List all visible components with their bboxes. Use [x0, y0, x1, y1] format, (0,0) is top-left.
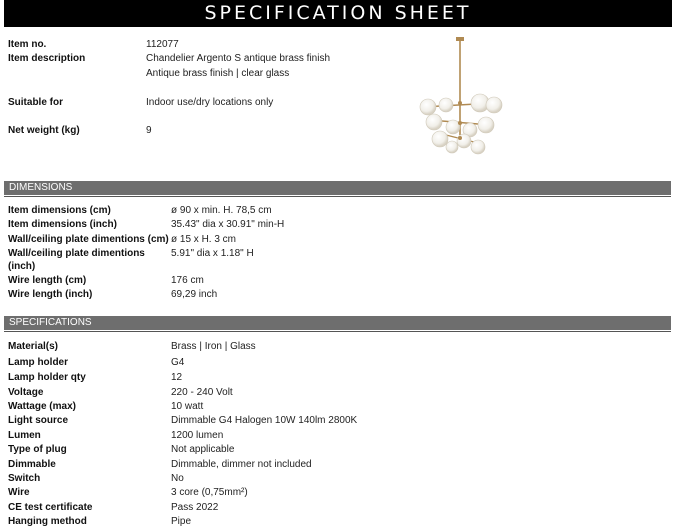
dimensions-divider — [4, 196, 671, 197]
spec-label-6: Lumen — [8, 430, 41, 441]
spec-label-8: Dimmable — [8, 459, 56, 470]
item-description-label: Item description — [8, 53, 86, 64]
spec-label-1: Lamp holder — [8, 357, 69, 368]
spec-label-11: CE test certificate — [8, 502, 93, 513]
dim-value-4: 176 cm — [171, 275, 204, 286]
spec-label-7: Type of plug — [8, 444, 67, 455]
item-description-line1: Chandelier Argento S antique brass finish — [146, 53, 331, 64]
dim-value-0: ø 90 x min. H. 78,5 cm — [171, 205, 272, 216]
item-no-label: Item no. — [8, 39, 47, 50]
net-weight-label: Net weight (kg) — [8, 125, 80, 136]
item-no-value: 112077 — [146, 39, 179, 50]
dimensions-heading: DIMENSIONS — [4, 181, 671, 195]
page-title: SPECIFICATION SHEET — [4, 0, 672, 27]
spec-value-2: 12 — [171, 372, 183, 383]
specifications-divider — [4, 331, 671, 332]
net-weight-value: 9 — [146, 125, 152, 136]
spec-label-2: Lamp holder qty — [8, 372, 86, 383]
spec-value-9: No — [171, 473, 184, 484]
product-image — [408, 35, 508, 160]
dim-label-3-cont: (inch) — [8, 261, 36, 272]
spec-label-5: Light source — [8, 415, 69, 426]
spec-value-5: Dimmable G4 Halogen 10W 140lm 2800K — [171, 415, 358, 426]
spec-value-12: Pipe — [171, 516, 192, 527]
dim-label-1: Item dimensions (inch) — [8, 219, 117, 230]
spec-label-9: Switch — [8, 473, 41, 484]
spec-label-10: Wire — [8, 487, 30, 498]
spec-value-3: 220 - 240 Volt — [171, 387, 233, 398]
spec-label-12: Hanging method — [8, 516, 87, 527]
spec-value-10: 3 core (0,75mm²) — [171, 487, 248, 498]
spec-value-4: 10 watt — [171, 401, 204, 412]
spec-value-0: Brass | Iron | Glass — [171, 341, 256, 352]
dim-label-5: Wire length (inch) — [8, 289, 93, 300]
spec-value-11: Pass 2022 — [171, 502, 219, 513]
spec-value-1: G4 — [171, 357, 185, 368]
spec-value-8: Dimmable, dimmer not included — [171, 459, 312, 470]
dim-value-1: 35.43" dia x 30.91" min-H — [171, 219, 285, 230]
specifications-heading: SPECIFICATIONS — [4, 316, 671, 330]
spec-value-7: Not applicable — [171, 444, 235, 455]
spec-label-4: Wattage (max) — [8, 401, 76, 412]
spec-value-6: 1200 lumen — [171, 430, 224, 441]
dim-value-2: ø 15 x H. 3 cm — [171, 234, 237, 245]
suitable-for-label: Suitable for — [8, 97, 64, 108]
dim-label-0: Item dimensions (cm) — [8, 205, 111, 216]
item-description-line2: Antique brass finish | clear glass — [146, 68, 290, 79]
suitable-for-value: Indoor use/dry locations only — [146, 97, 274, 108]
spec-label-3: Voltage — [8, 387, 44, 398]
dim-value-3: 5.91" dia x 1.18" H — [171, 248, 254, 259]
dim-label-3: Wall/ceiling plate dimentions — [8, 248, 145, 259]
spec-label-0: Material(s) — [8, 341, 59, 352]
dim-value-5: 69,29 inch — [171, 289, 218, 300]
dim-label-4: Wire length (cm) — [8, 275, 87, 286]
dim-label-2: Wall/ceiling plate dimentions (cm) — [8, 234, 169, 245]
